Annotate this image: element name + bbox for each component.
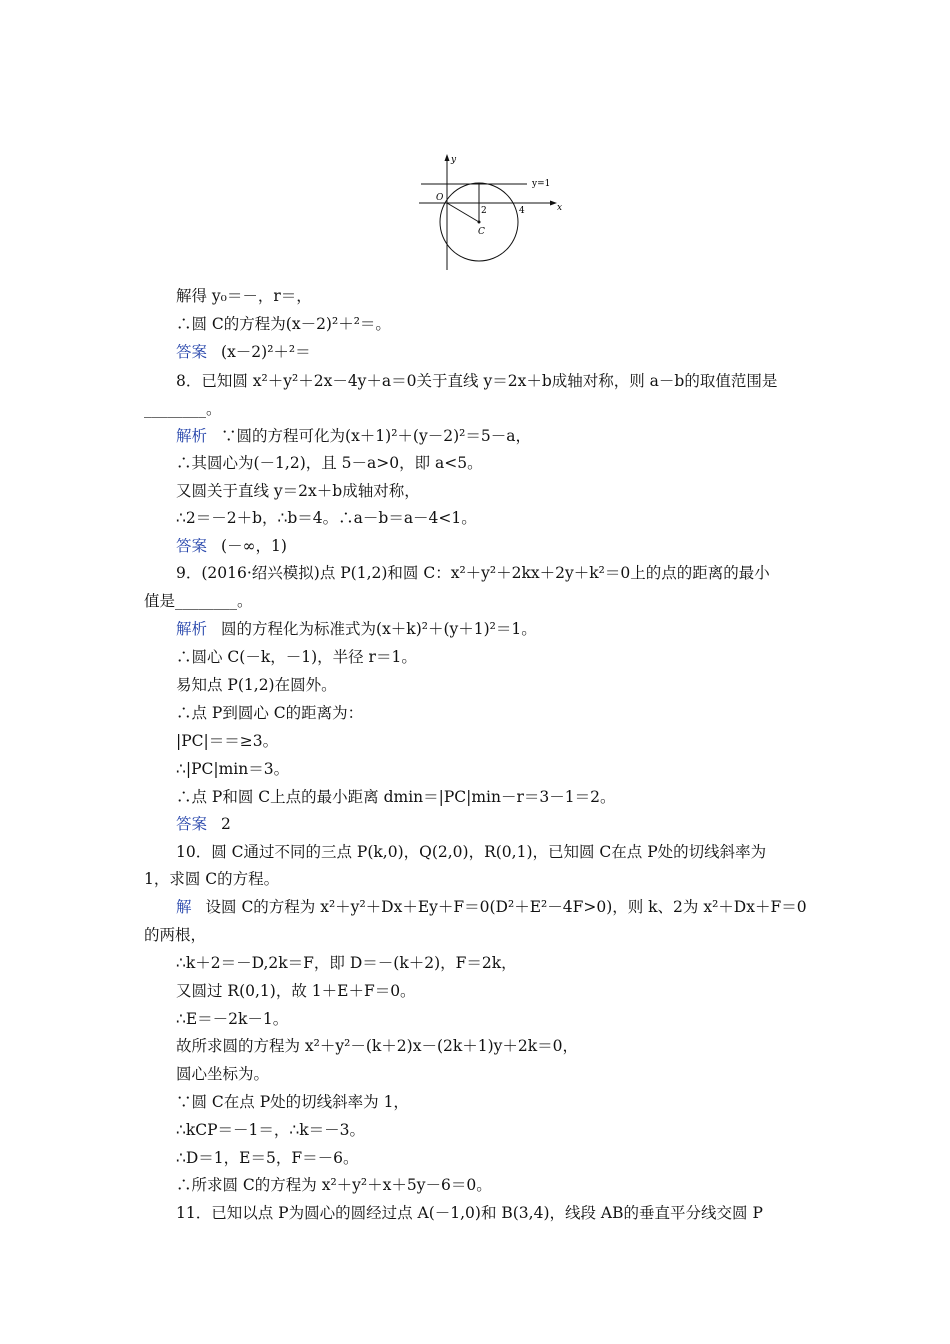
text-line: ∴E＝－2k－1。	[176, 1010, 289, 1028]
text-line: |PC|＝＝≥3。	[176, 732, 279, 750]
text-line: ∴2＝－2＋b，∴b＝4。∴a－b＝a－4<1。	[176, 509, 477, 527]
text-line: ∴其圆心为(－1,2)，且 5－a>0，即 a<5。	[176, 454, 483, 472]
text-line: 又圆关于直线 y＝2x＋b成轴对称，	[176, 482, 420, 500]
section-label: 答案	[176, 537, 208, 555]
tick-4-label: 4	[519, 206, 525, 216]
text-line: 故所求圆的方程为 x²＋y²－(k＋2)x－(2k＋1)y＋2k＝0，	[176, 1037, 579, 1055]
text-line: 的两根，	[144, 926, 207, 944]
center-label: C	[478, 227, 485, 237]
x-axis-label: x	[557, 203, 563, 213]
text-line: ∴圆 C的方程为(x－2)²＋²＝。	[176, 315, 391, 333]
question-line: 8．已知圆 x²＋y²＋2x－4y＋a＝0关于直线 y＝2x＋b成轴对称，则 a－b的取值范围是	[176, 372, 778, 390]
text-line: 解得 y₀＝－，r＝，	[176, 287, 312, 305]
text-line: ∵圆 C在点 P处的切线斜率为 1，	[176, 1093, 409, 1111]
answer-line: 答案 2	[176, 815, 231, 833]
analysis-line: 解析 圆的方程化为标准式为(x＋k)²＋(y＋1)²＝1。	[176, 620, 537, 638]
line-label: y=1	[532, 179, 551, 189]
text-line: ∴k＋2＝－D,2k＝F，即 D＝－(k＋2)，F＝2k，	[176, 954, 517, 972]
y-axis-label: y	[451, 155, 457, 165]
text-line: ∴点 P和圆 C上点的最小距离 dmin＝|PC|min－r＝3－1＝2。	[176, 788, 616, 806]
question-line: 1，求圆 C的方程。	[144, 870, 280, 888]
text-line: ∴kCP＝－1＝，∴k＝－3。	[176, 1121, 366, 1139]
question-line: 9．(2016·绍兴模拟)点 P(1,2)和圆 C：x²＋y²＋2kx＋2y＋k²＝0上的点的距离的最小	[176, 564, 770, 582]
section-label: 解	[176, 898, 192, 916]
text-line: 易知点 P(1,2)在圆外。	[176, 676, 337, 694]
question-line: 11．已知以点 P为圆心的圆经过点 A(－1,0)和 B(3,4)，线段 AB的垂直平分线交圆 P	[176, 1204, 763, 1222]
answer-line: 答案 (x－2)²＋²＝	[176, 343, 311, 361]
text-line: ∴圆心 C(－k，－1)，半径 r＝1。	[176, 648, 417, 666]
tick-2-label: 2	[481, 206, 487, 216]
text-line: 又圆过 R(0,1)，故 1＋E＋F＝0。	[176, 982, 416, 1000]
circle-coordinate-figure	[415, 152, 575, 274]
question-line: 值是________。	[144, 592, 253, 610]
section-label: 解析	[176, 427, 208, 445]
text-line: ∴点 P到圆心 C的距离为：	[176, 704, 364, 722]
y-axis-arrow	[445, 154, 450, 161]
center-point	[478, 221, 481, 224]
question-line: ________。	[144, 400, 222, 418]
text-line: ∴所求圆 C的方程为 x²＋y²＋x＋5y－6＝0。	[176, 1176, 492, 1194]
solution-line: 解 设圆 C的方程为 x²＋y²＋Dx＋Ey＋F＝0(D²＋E²－4F>0)，则 k、2为 x²＋Dx＋F＝0	[176, 898, 807, 916]
section-label: 答案	[176, 343, 208, 361]
answer-line: 答案 (－∞，1)	[176, 537, 287, 555]
text-line: ∴|PC|min＝3。	[176, 760, 290, 778]
x-axis-arrow	[550, 201, 557, 206]
text-line: 圆心坐标为。	[176, 1065, 270, 1083]
section-label: 答案	[176, 815, 208, 833]
section-label: 解析	[176, 620, 208, 638]
text-line: ∴D＝1，E＝5，F＝－6。	[176, 1149, 359, 1167]
radius-to-origin	[447, 203, 479, 222]
question-line: 10．圆 C通过不同的三点 P(k,0)，Q(2,0)，R(0,1)，已知圆 C在点 P处的切线斜率为	[176, 843, 767, 861]
analysis-line: 解析 ∵圆的方程可化为(x＋1)²＋(y－2)²＝5－a，	[176, 427, 531, 445]
origin-label: O	[436, 193, 444, 203]
